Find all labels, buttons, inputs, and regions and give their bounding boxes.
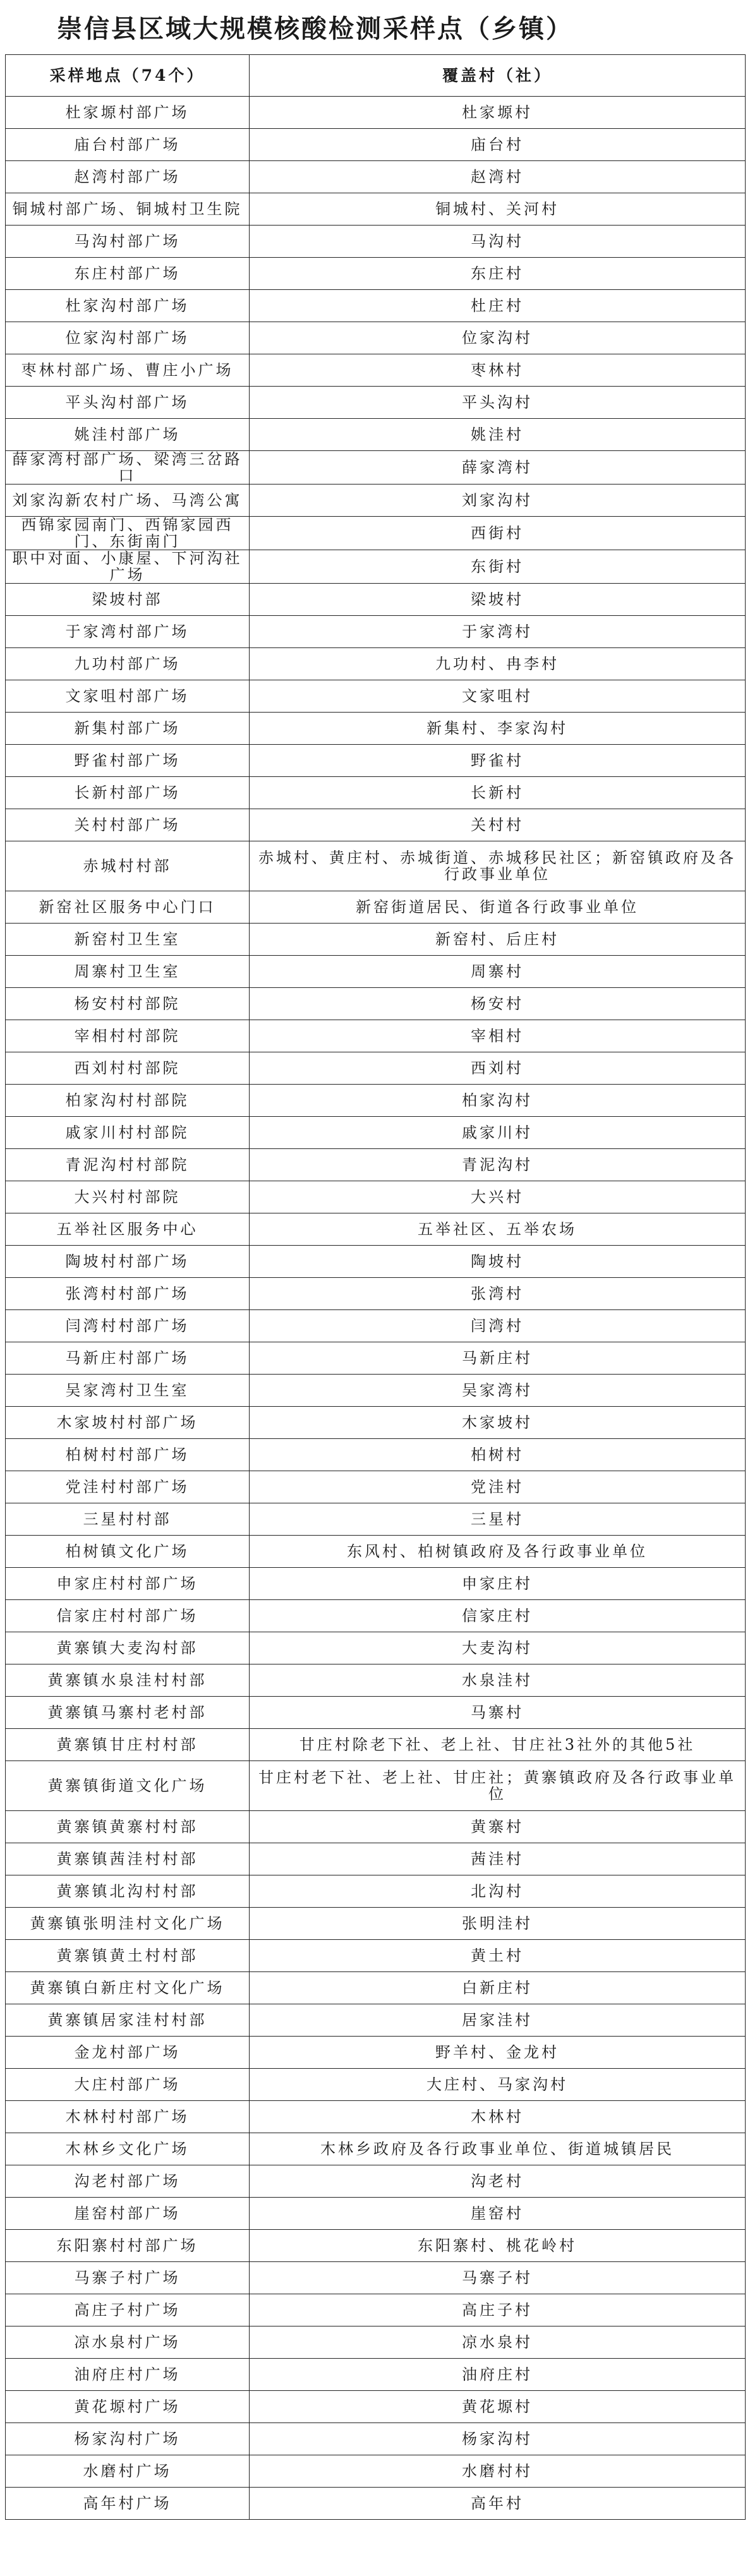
sampling-site-cell: 高庄子村广场 bbox=[6, 2294, 250, 2326]
coverage-cell: 杨安村 bbox=[250, 988, 746, 1020]
sampling-site-cell: 黄寨镇黄土村村部 bbox=[6, 1940, 250, 1972]
table-row bbox=[6, 1407, 746, 1439]
sampling-site-cell: 东阳寨村村部广场 bbox=[6, 2230, 250, 2262]
table-row bbox=[6, 2101, 746, 2133]
sampling-site-cell: 黄寨镇大麦沟村部 bbox=[6, 1632, 250, 1664]
coverage-cell: 茜洼村 bbox=[250, 1843, 746, 1875]
table-row bbox=[6, 161, 746, 193]
sampling-site-cell: 黄寨镇水泉洼村村部 bbox=[6, 1664, 250, 1697]
sampling-site-cell: 赵湾村部广场 bbox=[6, 161, 250, 193]
table-row bbox=[6, 2069, 746, 2101]
table-row bbox=[6, 2004, 746, 2037]
coverage-cell: 大庄村、马家沟村 bbox=[250, 2069, 746, 2101]
sampling-site-cell: 申家庄村村部广场 bbox=[6, 1568, 250, 1600]
coverage-cell: 水磨村村 bbox=[250, 2455, 746, 2488]
table-row bbox=[6, 1972, 746, 2004]
coverage-cell: 宰相村 bbox=[250, 1020, 746, 1052]
sampling-site-cell: 大庄村部广场 bbox=[6, 2069, 250, 2101]
sampling-site-cell: 位家沟村部广场 bbox=[6, 322, 250, 354]
sampling-site-cell: 薛家湾村部广场、梁湾三岔路口 bbox=[6, 451, 250, 485]
table-row bbox=[6, 1052, 746, 1085]
column-header-coverage: 覆盖村（社） bbox=[250, 55, 746, 97]
coverage-cell: 枣林村 bbox=[250, 354, 746, 387]
coverage-cell: 庙台村 bbox=[250, 129, 746, 161]
table-row bbox=[6, 1471, 746, 1503]
sampling-site-cell: 刘家沟新农村广场、马湾公寓 bbox=[6, 485, 250, 517]
coverage-cell: 柏树村 bbox=[250, 1439, 746, 1471]
sampling-site-cell: 陶坡村村部广场 bbox=[6, 1246, 250, 1278]
sampling-site-cell: 黄寨镇白新庄村文化广场 bbox=[6, 1972, 250, 2004]
sampling-site-cell: 文家咀村部广场 bbox=[6, 680, 250, 713]
table-row bbox=[6, 2230, 746, 2262]
sampling-site-cell: 油府庄村广场 bbox=[6, 2359, 250, 2391]
sampling-site-cell: 关村村部广场 bbox=[6, 809, 250, 841]
coverage-cell: 党洼村 bbox=[250, 1471, 746, 1503]
table-row bbox=[6, 988, 746, 1020]
coverage-cell: 北沟村 bbox=[250, 1875, 746, 1908]
table-row bbox=[6, 550, 746, 584]
coverage-cell: 东风村、柏树镇政府及各行政事业单位 bbox=[250, 1536, 746, 1568]
coverage-cell: 梁坡村 bbox=[250, 584, 746, 616]
coverage-cell: 木林村 bbox=[250, 2101, 746, 2133]
sampling-site-cell: 周寨村卫生室 bbox=[6, 956, 250, 988]
sampling-site-cell: 铜城村部广场、铜城村卫生院 bbox=[6, 193, 250, 226]
table-row bbox=[6, 680, 746, 713]
sampling-site-cell: 水磨村广场 bbox=[6, 2455, 250, 2488]
sampling-site-cell: 庙台村部广场 bbox=[6, 129, 250, 161]
sampling-site-cell: 高年村广场 bbox=[6, 2488, 250, 2520]
coverage-cell: 新集村、李家沟村 bbox=[250, 713, 746, 745]
table-row bbox=[6, 258, 746, 290]
coverage-cell: 铜城村、关河村 bbox=[250, 193, 746, 226]
sampling-site-cell: 崖窑村部广场 bbox=[6, 2198, 250, 2230]
table-row bbox=[6, 745, 746, 777]
sampling-site-cell: 张湾村村部广场 bbox=[6, 1278, 250, 1310]
coverage-cell: 东阳寨村、桃花岭村 bbox=[250, 2230, 746, 2262]
table-row bbox=[6, 956, 746, 988]
sampling-site-cell: 新集村部广场 bbox=[6, 713, 250, 745]
table-row bbox=[6, 2133, 746, 2165]
sampling-site-cell: 新窑村卫生室 bbox=[6, 924, 250, 956]
sampling-site-cell: 三星村村部 bbox=[6, 1503, 250, 1536]
table-row bbox=[6, 777, 746, 809]
coverage-cell: 新窑村、后庄村 bbox=[250, 924, 746, 956]
sampling-site-cell: 柏树村村部广场 bbox=[6, 1439, 250, 1471]
sampling-site-cell: 吴家湾村卫生室 bbox=[6, 1375, 250, 1407]
coverage-cell: 油府庄村 bbox=[250, 2359, 746, 2391]
table-row bbox=[6, 2262, 746, 2294]
sampling-site-cell: 黄寨镇黄寨村村部 bbox=[6, 1811, 250, 1843]
sampling-site-cell: 黄寨镇居家洼村村部 bbox=[6, 2004, 250, 2037]
sampling-site-cell: 黄寨镇马寨村老村部 bbox=[6, 1697, 250, 1729]
sampling-site-cell: 青泥沟村村部院 bbox=[6, 1149, 250, 1181]
coverage-cell: 青泥沟村 bbox=[250, 1149, 746, 1181]
sampling-site-cell: 西锦家园南门、西锦家园西门、东街南门 bbox=[6, 517, 250, 550]
table-row bbox=[6, 1908, 746, 1940]
coverage-cell: 吴家湾村 bbox=[250, 1375, 746, 1407]
sampling-site-cell: 杜家塬村部广场 bbox=[6, 97, 250, 129]
table-row bbox=[6, 1342, 746, 1375]
coverage-cell: 杨家沟村 bbox=[250, 2423, 746, 2455]
coverage-cell: 甘庄村除老下社、老上社、甘庄社3社外的其他5社 bbox=[250, 1729, 746, 1761]
sampling-site-cell: 马新庄村部广场 bbox=[6, 1342, 250, 1375]
sampling-site-cell: 杨家沟村广场 bbox=[6, 2423, 250, 2455]
table-row bbox=[6, 2326, 746, 2359]
table-row bbox=[6, 2359, 746, 2391]
table-row bbox=[6, 1568, 746, 1600]
sampling-site-cell: 赤城村村部 bbox=[6, 841, 250, 891]
table-row bbox=[6, 1375, 746, 1407]
table-row bbox=[6, 1697, 746, 1729]
coverage-cell: 赤城村、黄庄村、赤城街道、赤城移民社区；新窑镇政府及各行政事业单位 bbox=[250, 841, 746, 891]
coverage-cell: 柏家沟村 bbox=[250, 1085, 746, 1117]
coverage-cell: 马寨子村 bbox=[250, 2262, 746, 2294]
table-row bbox=[6, 290, 746, 322]
table-row bbox=[6, 2488, 746, 2520]
sampling-site-cell: 信家庄村村部广场 bbox=[6, 1600, 250, 1632]
table-row bbox=[6, 2037, 746, 2069]
sampling-site-cell: 马沟村部广场 bbox=[6, 226, 250, 258]
table-row bbox=[6, 419, 746, 451]
table-row bbox=[6, 1149, 746, 1181]
sampling-site-cell: 职中对面、小康屋、下河沟社广场 bbox=[6, 550, 250, 584]
coverage-cell: 黄土村 bbox=[250, 1940, 746, 1972]
sampling-site-cell: 马寨子村广场 bbox=[6, 2262, 250, 2294]
coverage-cell: 木家坡村 bbox=[250, 1407, 746, 1439]
table-row bbox=[6, 713, 746, 745]
table-row bbox=[6, 841, 746, 891]
coverage-cell: 马寨村 bbox=[250, 1697, 746, 1729]
sampling-site-cell: 杜家沟村部广场 bbox=[6, 290, 250, 322]
sampling-site-cell: 枣林村部广场、曹庄小广场 bbox=[6, 354, 250, 387]
sampling-site-cell: 西刘村村部院 bbox=[6, 1052, 250, 1085]
coverage-cell: 高年村 bbox=[250, 2488, 746, 2520]
coverage-cell: 信家庄村 bbox=[250, 1600, 746, 1632]
table-row bbox=[6, 1843, 746, 1875]
table-row bbox=[6, 2423, 746, 2455]
coverage-cell: 甘庄村老下社、老上社、甘庄社；黄寨镇政府及各行政事业单位 bbox=[250, 1761, 746, 1811]
table-row bbox=[6, 387, 746, 419]
sampling-site-cell: 黄寨镇甘庄村村部 bbox=[6, 1729, 250, 1761]
table-row bbox=[6, 485, 746, 517]
sampling-site-cell: 东庄村部广场 bbox=[6, 258, 250, 290]
table-row bbox=[6, 354, 746, 387]
sampling-site-cell: 戚家川村村部院 bbox=[6, 1117, 250, 1149]
table-row bbox=[6, 1632, 746, 1664]
coverage-cell: 大兴村 bbox=[250, 1181, 746, 1213]
sampling-site-cell: 于家湾村部广场 bbox=[6, 616, 250, 648]
coverage-cell: 文家咀村 bbox=[250, 680, 746, 713]
table-row bbox=[6, 1085, 746, 1117]
sampling-site-cell: 宰相村村部院 bbox=[6, 1020, 250, 1052]
sampling-site-cell: 黄寨镇北沟村村部 bbox=[6, 1875, 250, 1908]
table-row bbox=[6, 1020, 746, 1052]
column-header-site: 采样地点（74个） bbox=[6, 55, 250, 97]
coverage-cell: 木林乡政府及各行政事业单位、街道城镇居民 bbox=[250, 2133, 746, 2165]
coverage-cell: 居家洼村 bbox=[250, 2004, 746, 2037]
table-body bbox=[6, 97, 746, 2520]
sampling-site-cell: 柏树镇文化广场 bbox=[6, 1536, 250, 1568]
sampling-site-cell: 杨安村村部院 bbox=[6, 988, 250, 1020]
table-row bbox=[6, 891, 746, 924]
table-row bbox=[6, 1213, 746, 1246]
coverage-cell: 野羊村、金龙村 bbox=[250, 2037, 746, 2069]
coverage-cell: 于家湾村 bbox=[250, 616, 746, 648]
table-row bbox=[6, 584, 746, 616]
sampling-site-cell: 野雀村部广场 bbox=[6, 745, 250, 777]
sampling-site-cell: 木家坡村村部广场 bbox=[6, 1407, 250, 1439]
sampling-sites-table bbox=[5, 54, 746, 2520]
table-row bbox=[6, 1811, 746, 1843]
table-row bbox=[6, 924, 746, 956]
table-row bbox=[6, 616, 746, 648]
coverage-cell: 大麦沟村 bbox=[250, 1632, 746, 1664]
coverage-cell: 关村村 bbox=[250, 809, 746, 841]
table-row bbox=[6, 648, 746, 680]
coverage-cell: 闫湾村 bbox=[250, 1310, 746, 1342]
sampling-site-cell: 大兴村村部院 bbox=[6, 1181, 250, 1213]
sampling-site-cell: 木林村村部广场 bbox=[6, 2101, 250, 2133]
table-row bbox=[6, 1439, 746, 1471]
coverage-cell: 马新庄村 bbox=[250, 1342, 746, 1375]
coverage-cell: 陶坡村 bbox=[250, 1246, 746, 1278]
sampling-site-cell: 木林乡文化广场 bbox=[6, 2133, 250, 2165]
table-row bbox=[6, 129, 746, 161]
table-row bbox=[6, 1246, 746, 1278]
coverage-cell: 三星村 bbox=[250, 1503, 746, 1536]
table-row bbox=[6, 1664, 746, 1697]
table-row bbox=[6, 2455, 746, 2488]
coverage-cell: 黄花塬村 bbox=[250, 2391, 746, 2423]
table-row bbox=[6, 1729, 746, 1761]
sampling-site-cell: 九功村部广场 bbox=[6, 648, 250, 680]
sampling-site-cell: 沟老村部广场 bbox=[6, 2165, 250, 2198]
coverage-cell: 马沟村 bbox=[250, 226, 746, 258]
sampling-site-cell: 五举社区服务中心 bbox=[6, 1213, 250, 1246]
sampling-site-cell: 党洼村村部广场 bbox=[6, 1471, 250, 1503]
sampling-site-cell: 凉水泉村广场 bbox=[6, 2326, 250, 2359]
table-row bbox=[6, 1117, 746, 1149]
sampling-site-cell: 新窑社区服务中心门口 bbox=[6, 891, 250, 924]
table-row bbox=[6, 451, 746, 485]
table-row bbox=[6, 809, 746, 841]
table-row bbox=[6, 322, 746, 354]
coverage-cell: 申家庄村 bbox=[250, 1568, 746, 1600]
coverage-cell: 黄寨村 bbox=[250, 1811, 746, 1843]
table-row bbox=[6, 1278, 746, 1310]
table-row bbox=[6, 2198, 746, 2230]
coverage-cell: 沟老村 bbox=[250, 2165, 746, 2198]
coverage-cell: 位家沟村 bbox=[250, 322, 746, 354]
coverage-cell: 白新庄村 bbox=[250, 1972, 746, 2004]
coverage-cell: 西刘村 bbox=[250, 1052, 746, 1085]
coverage-cell: 周寨村 bbox=[250, 956, 746, 988]
sampling-site-cell: 黄花塬村广场 bbox=[6, 2391, 250, 2423]
table-row bbox=[6, 1536, 746, 1568]
sampling-site-cell: 闫湾村村部广场 bbox=[6, 1310, 250, 1342]
coverage-cell: 九功村、冉李村 bbox=[250, 648, 746, 680]
coverage-cell: 戚家川村 bbox=[250, 1117, 746, 1149]
coverage-cell: 凉水泉村 bbox=[250, 2326, 746, 2359]
table-row bbox=[6, 1761, 746, 1811]
coverage-cell: 水泉洼村 bbox=[250, 1664, 746, 1697]
table-row bbox=[6, 1503, 746, 1536]
sampling-site-cell: 平头沟村部广场 bbox=[6, 387, 250, 419]
sampling-site-cell: 姚洼村部广场 bbox=[6, 419, 250, 451]
table-row bbox=[6, 1940, 746, 1972]
coverage-cell: 五举社区、五举农场 bbox=[250, 1213, 746, 1246]
sampling-site-cell: 金龙村部广场 bbox=[6, 2037, 250, 2069]
coverage-cell: 长新村 bbox=[250, 777, 746, 809]
coverage-cell: 杜家塬村 bbox=[250, 97, 746, 129]
sampling-site-cell: 黄寨镇街道文化广场 bbox=[6, 1761, 250, 1811]
coverage-cell: 平头沟村 bbox=[250, 387, 746, 419]
sampling-site-cell: 黄寨镇茜洼村村部 bbox=[6, 1843, 250, 1875]
table-row bbox=[6, 1600, 746, 1632]
page-title: 崇信县区域大规模核酸检测采样点（乡镇） bbox=[57, 14, 573, 44]
table-row bbox=[6, 517, 746, 550]
coverage-cell: 张明洼村 bbox=[250, 1908, 746, 1940]
coverage-cell: 姚洼村 bbox=[250, 419, 746, 451]
coverage-cell: 赵湾村 bbox=[250, 161, 746, 193]
table-header-row bbox=[6, 55, 746, 97]
table-row bbox=[6, 1875, 746, 1908]
coverage-cell: 高庄子村 bbox=[250, 2294, 746, 2326]
coverage-cell: 张湾村 bbox=[250, 1278, 746, 1310]
coverage-cell: 崖窑村 bbox=[250, 2198, 746, 2230]
table-row bbox=[6, 2391, 746, 2423]
table-row bbox=[6, 193, 746, 226]
sampling-site-cell: 黄寨镇张明洼村文化广场 bbox=[6, 1908, 250, 1940]
coverage-cell: 东街村 bbox=[250, 550, 746, 584]
coverage-cell: 西街村 bbox=[250, 517, 746, 550]
table-row bbox=[6, 1310, 746, 1342]
coverage-cell: 薛家湾村 bbox=[250, 451, 746, 485]
coverage-cell: 杜庄村 bbox=[250, 290, 746, 322]
table-row bbox=[6, 1181, 746, 1213]
sampling-site-cell: 柏家沟村村部院 bbox=[6, 1085, 250, 1117]
table-row bbox=[6, 226, 746, 258]
coverage-cell: 刘家沟村 bbox=[250, 485, 746, 517]
coverage-cell: 东庄村 bbox=[250, 258, 746, 290]
table-row bbox=[6, 2165, 746, 2198]
coverage-cell: 新窑街道居民、街道各行政事业单位 bbox=[250, 891, 746, 924]
table-row bbox=[6, 97, 746, 129]
coverage-cell: 野雀村 bbox=[250, 745, 746, 777]
sampling-site-cell: 梁坡村部 bbox=[6, 584, 250, 616]
sampling-site-cell: 长新村部广场 bbox=[6, 777, 250, 809]
table-row bbox=[6, 2294, 746, 2326]
